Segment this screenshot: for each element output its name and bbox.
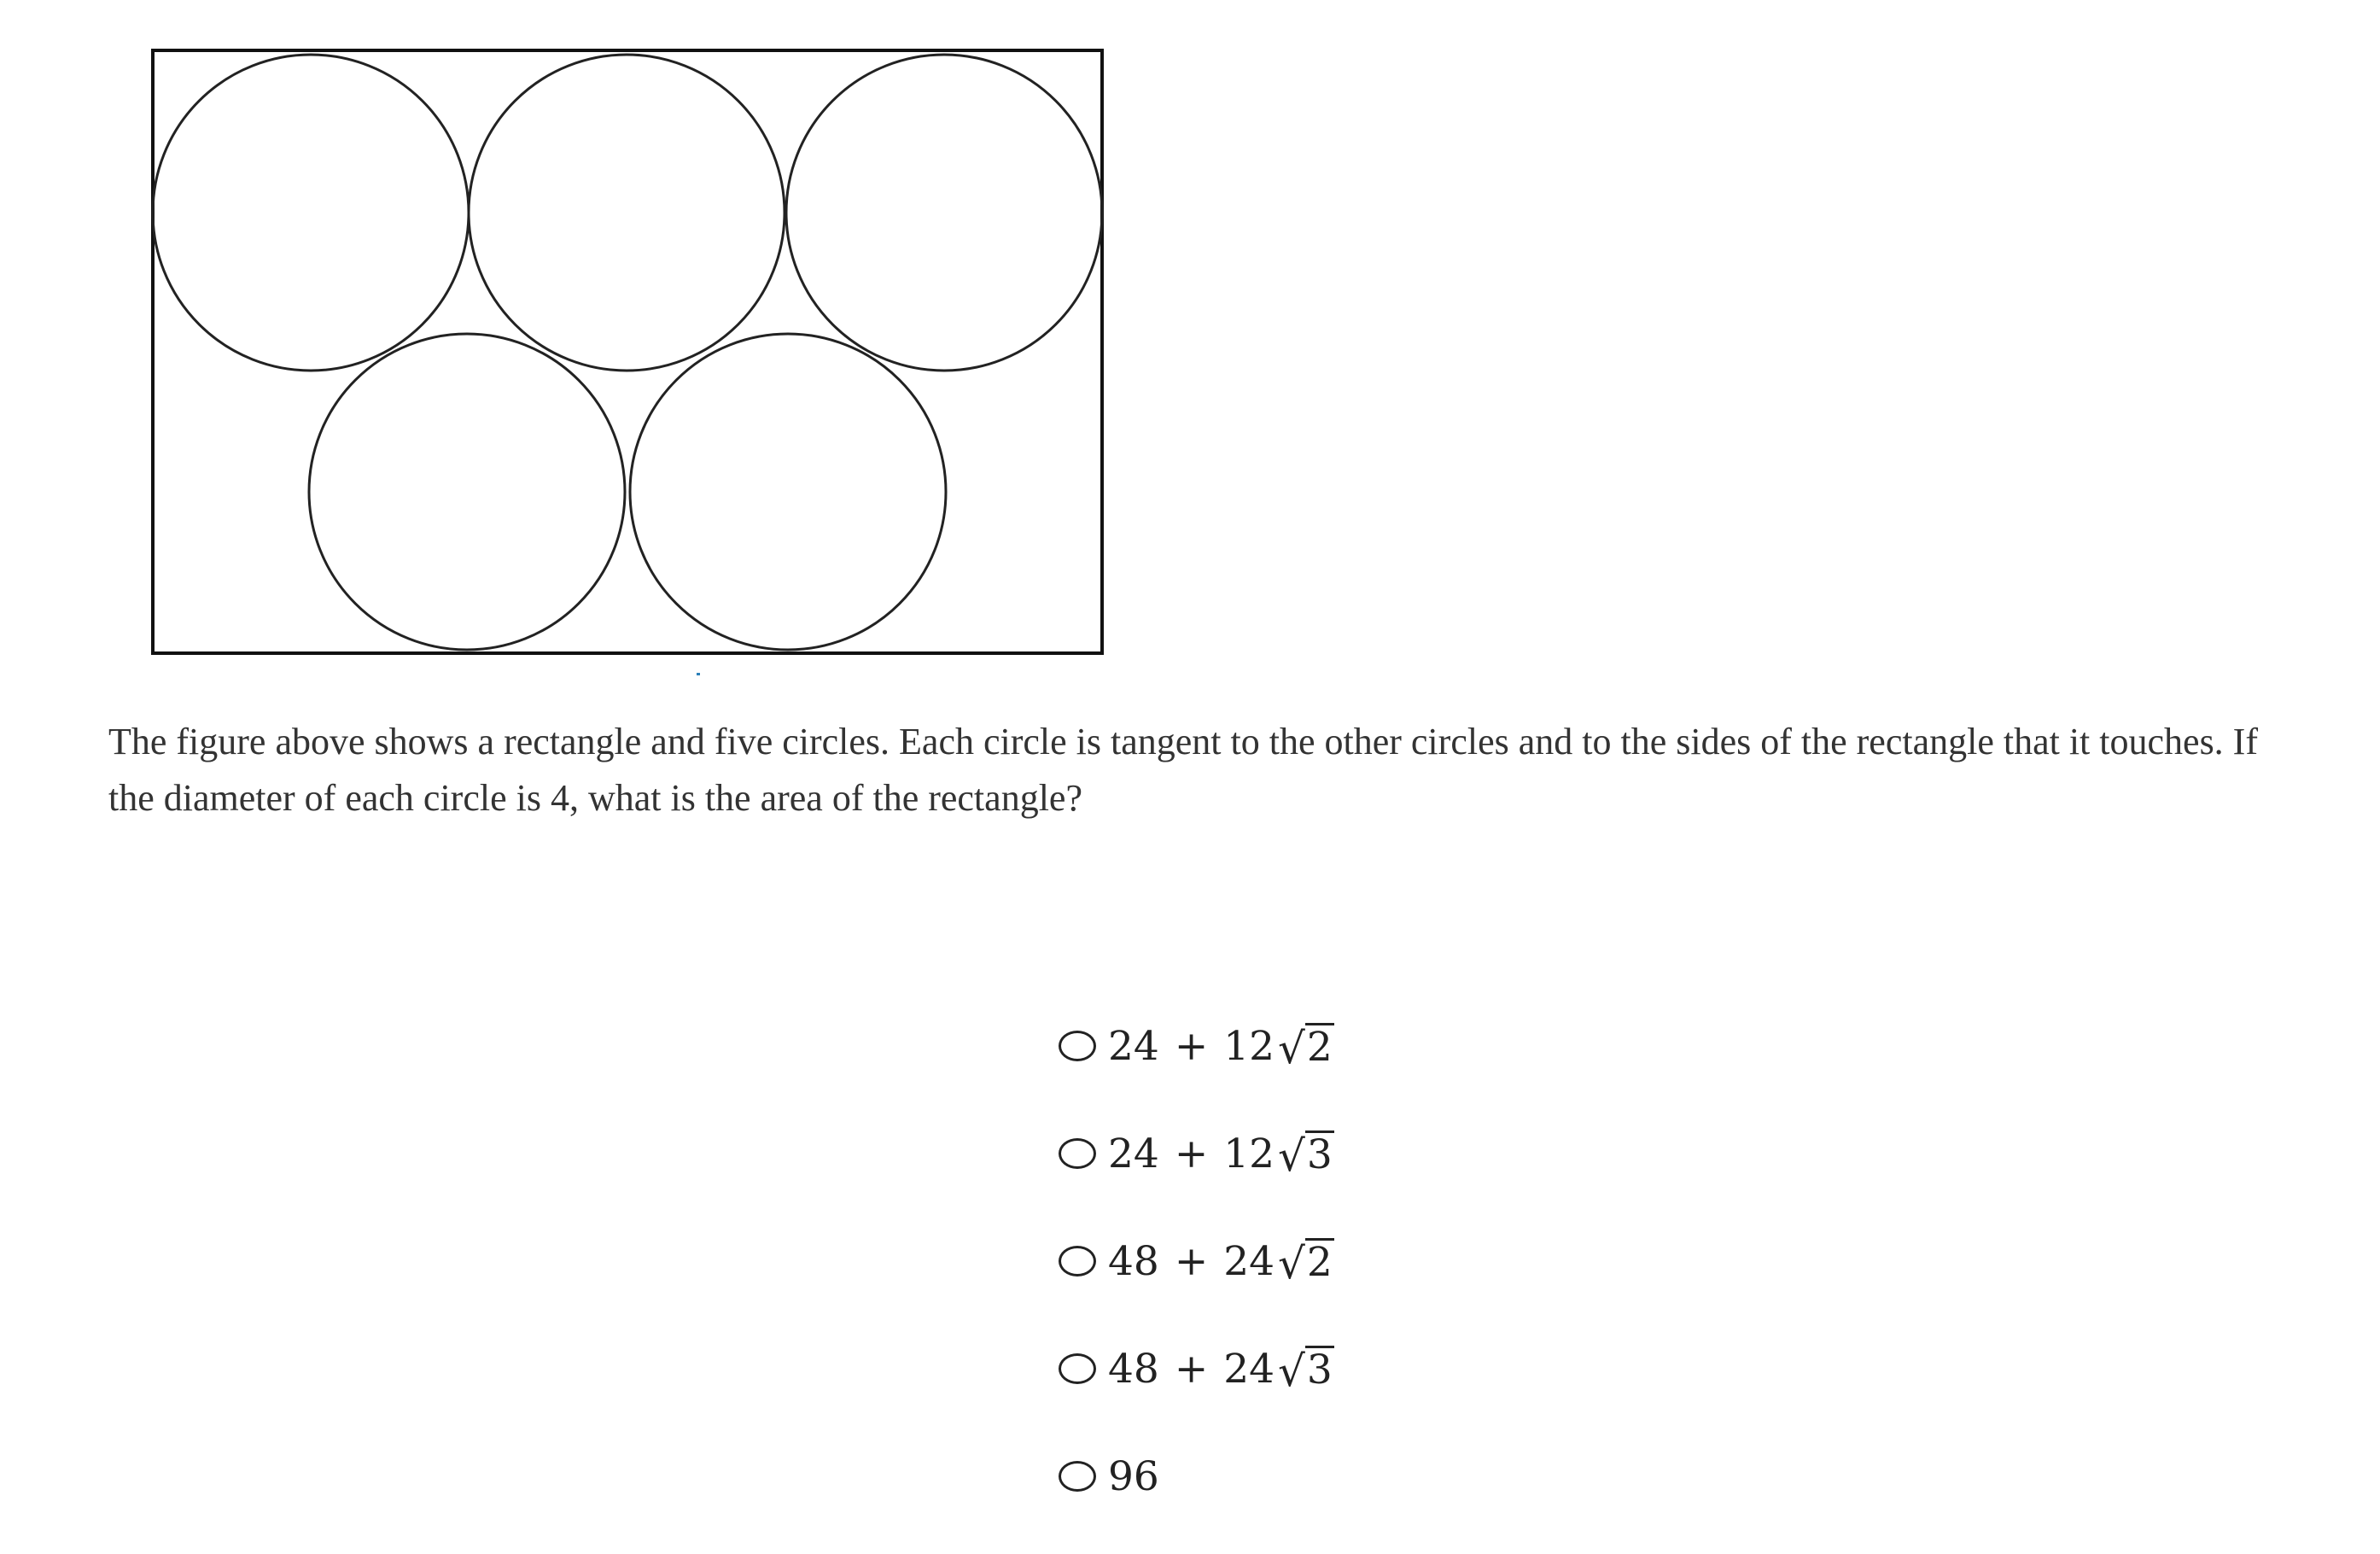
operator: +	[1174, 1345, 1209, 1393]
choice-b[interactable]	[1059, 1124, 1334, 1183]
circle-top-left	[153, 55, 469, 371]
circle-bottom-right	[630, 334, 946, 650]
term: 24	[1108, 1022, 1159, 1070]
choice-c[interactable]	[1059, 1231, 1334, 1291]
radio-button-icon[interactable]	[1059, 1246, 1096, 1276]
sqrt-icon: √	[1278, 1023, 1305, 1073]
question-text: The figure above shows a rectangle and five circles. Each circle is tangent to the other circles and to the sides of the rectangle that it touches. If the diameter of each circle is 4, what is the area of the rectangle?	[108, 721, 2258, 819]
choice-e-expression	[1108, 1453, 1159, 1500]
circle-top-right	[786, 55, 1102, 371]
term: 96	[1108, 1452, 1159, 1500]
coefficient: 24	[1223, 1237, 1275, 1285]
radio-button-icon[interactable]	[1059, 1138, 1096, 1169]
choice-a[interactable]	[1059, 1016, 1334, 1076]
stray-dot	[697, 673, 700, 675]
radicand: 2	[1306, 1023, 1333, 1071]
figure-rectangle-five-circles	[137, 34, 1118, 683]
circle-bottom-left	[309, 334, 625, 650]
term: 24	[1108, 1130, 1159, 1177]
sqrt-icon: √	[1278, 1130, 1305, 1181]
choice-c-expression	[1108, 1237, 1334, 1288]
circle-top-middle	[469, 55, 785, 371]
radio-button-icon[interactable]	[1059, 1353, 1096, 1384]
answer-choices	[1059, 1016, 1334, 1554]
coefficient: 24	[1223, 1345, 1275, 1393]
operator: +	[1174, 1237, 1209, 1285]
operator: +	[1174, 1022, 1209, 1070]
choice-d-expression	[1108, 1345, 1334, 1396]
term: 48	[1108, 1345, 1159, 1393]
coefficient: 12	[1223, 1022, 1275, 1070]
operator: +	[1174, 1130, 1209, 1177]
choice-e[interactable]	[1059, 1446, 1334, 1506]
radicand: 3	[1306, 1346, 1333, 1393]
radio-button-icon[interactable]	[1059, 1031, 1096, 1061]
choice-b-expression	[1108, 1130, 1334, 1181]
coefficient: 12	[1223, 1130, 1275, 1177]
choice-d[interactable]	[1059, 1339, 1334, 1399]
choice-a-expression	[1108, 1022, 1334, 1073]
radio-button-icon[interactable]	[1059, 1461, 1096, 1492]
radicand: 2	[1306, 1238, 1333, 1286]
term: 48	[1108, 1237, 1159, 1285]
rectangle	[153, 50, 1102, 653]
sqrt-icon: √	[1278, 1238, 1305, 1288]
radicand: 3	[1306, 1130, 1333, 1178]
sqrt-icon: √	[1278, 1346, 1305, 1396]
